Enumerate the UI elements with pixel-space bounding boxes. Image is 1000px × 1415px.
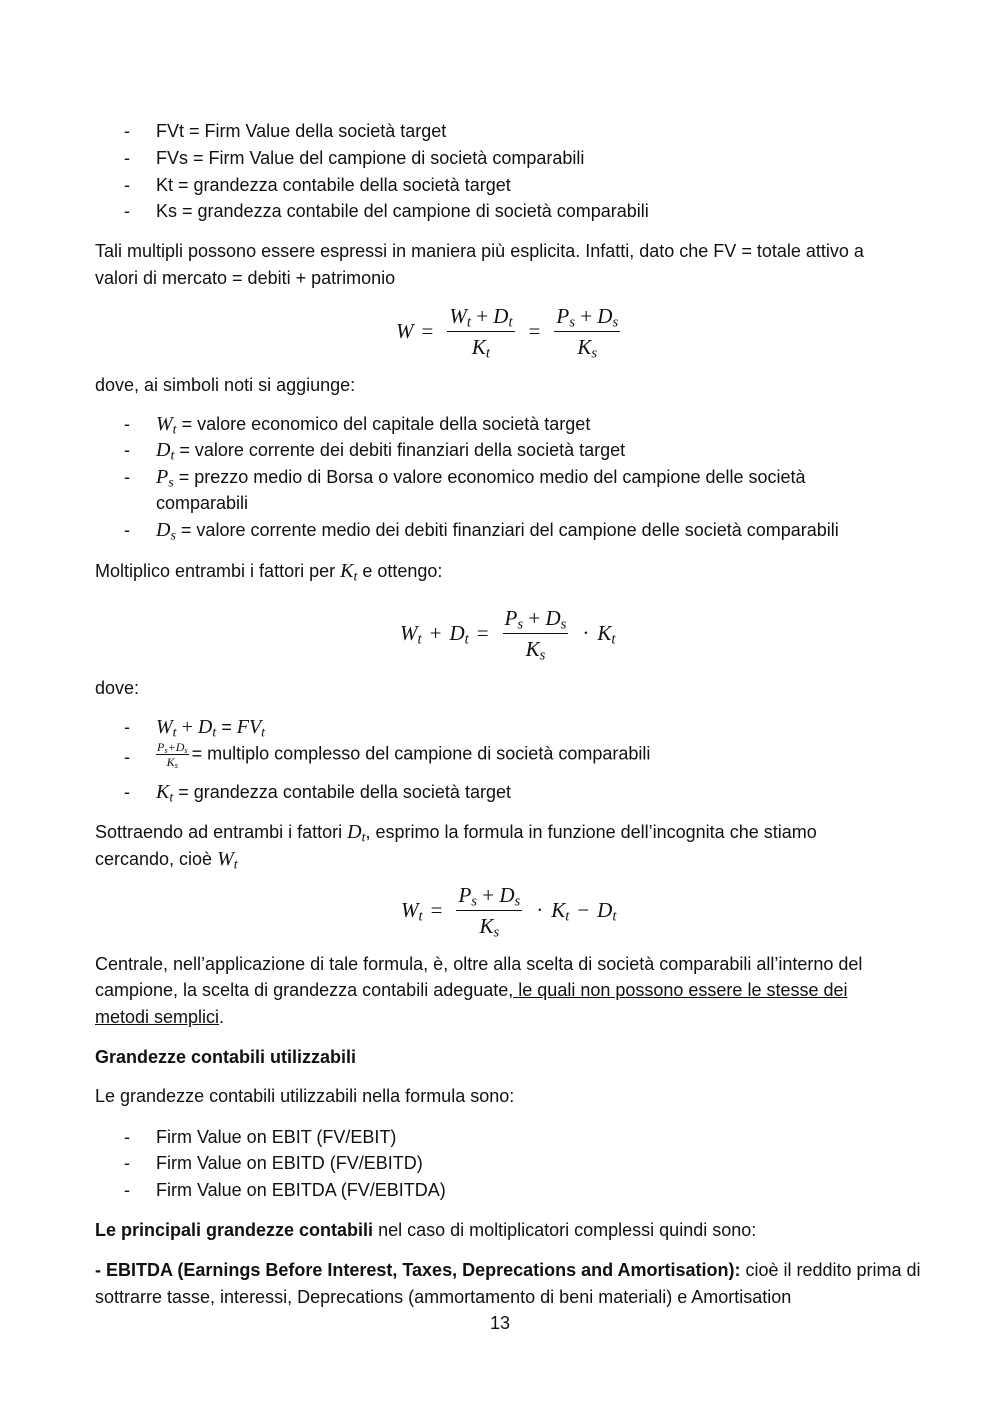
bullet-dash: - [124, 1153, 130, 1173]
list-item: $K_t$ = grandezza contabile della società target [156, 781, 511, 806]
paragraph-line: valori di mercato = debiti + patrimonio [95, 268, 396, 288]
paragraph-line: Tali multipli possono essere espressi in maniera più esplicita. Infatti, dato che FV = totale attivo a [95, 241, 864, 261]
bullet-dash: - [124, 747, 130, 767]
equation-equity-value: $W_t$ = $\frac{P_s + D_s}{K_s}$ · $K_t$ − $D_t$ [401, 883, 617, 941]
equation-multiple: W = $\frac{W_t + D_t}{K_t}$ = $\frac{P_s + D_s}{K_s}$ [396, 304, 619, 362]
list-item-continued: comparabili [156, 493, 249, 513]
paragraph-line: Le principali grandezze contabili nel caso di moltiplicatori complessi quindi sono: [95, 1220, 757, 1240]
list-item: FVt = Firm Value della società target [156, 121, 447, 141]
list-item: Firm Value on EBITDA (FV/EBITDA) [156, 1180, 446, 1200]
bullet-dash: - [124, 201, 130, 221]
list-item: $W_t$ = valore economico del capitale della società target [156, 413, 591, 438]
list-item: FVs = Firm Value del campione di società comparabili [156, 148, 585, 168]
list-item: $D_t$ = valore corrente dei debiti finanziari della società target [156, 439, 626, 464]
paragraph-line: dove, ai simboli noti si aggiunge: [95, 375, 356, 395]
list-item: Ks = grandezza contabile del campione di società comparabili [156, 201, 649, 221]
list-item: $\frac{P_s+D_s}{K_s}$ = multiplo complesso del campione di società comparabili [157, 740, 651, 771]
page-number: 13 [490, 1313, 511, 1333]
paragraph-line: Centrale, nell’applicazione di tale formula, è, oltre alla scelta di società comparabili all’interno del [95, 954, 863, 974]
paragraph-line: dove: [95, 678, 140, 698]
bullet-dash: - [124, 440, 130, 460]
bullet-dash: - [124, 1127, 130, 1147]
list-item: $P_s$ = prezzo medio di Borsa o valore economico medio del campione delle società [156, 466, 806, 491]
paragraph-line: cercando, cioè $W_t$ [95, 848, 238, 873]
bullet-dash: - [124, 1180, 130, 1200]
section-heading: Grandezze contabili utilizzabili [95, 1047, 357, 1067]
paragraph-line: metodi semplici. [95, 1007, 225, 1027]
bullet-dash: - [124, 782, 130, 802]
list-item: Kt = grandezza contabile della società target [156, 175, 511, 195]
bullet-dash: - [124, 175, 130, 195]
list-item: $D_s$ = valore corrente medio dei debiti finanziari del campione delle società comparabili [156, 519, 839, 544]
bullet-dash: - [124, 467, 130, 487]
paragraph-line: Le grandezze contabili utilizzabili nella formula sono: [95, 1086, 515, 1106]
paragraph-line: Moltiplico entrambi i fattori per $K_t$ e ottengo: [95, 560, 443, 585]
list-item: Firm Value on EBIT (FV/EBIT) [156, 1127, 397, 1147]
equation-firm-value: $W_t$ + $D_t$ = $\frac{P_s + D_s}{K_s}$ · $K_t$ [400, 606, 616, 664]
list-item: Firm Value on EBITD (FV/EBITD) [156, 1153, 423, 1173]
paragraph-line: - EBITDA (Earnings Before Interest, Taxes, Deprecations and Amortisation): cioè il reddito prima di [95, 1260, 921, 1280]
bullet-dash: - [124, 121, 130, 141]
bullet-dash: - [124, 148, 130, 168]
bullet-dash: - [124, 520, 130, 540]
paragraph-line: sottrarre tasse, interessi, Deprecations (ammortamento di beni materiali) e Amortisation [95, 1287, 792, 1307]
list-item: $W_t + D_t = FV_t$ [156, 716, 266, 741]
paragraph-line: campione, la scelta di grandezza contabili adeguate, le quali non possono essere le stesse dei [95, 980, 848, 1000]
bullet-dash: - [124, 717, 130, 737]
bullet-dash: - [124, 414, 130, 434]
paragraph-line: Sottraendo ad entrambi i fattori $D_t$, esprimo la formula in funzione dell’incognita che stiamo [95, 821, 817, 846]
